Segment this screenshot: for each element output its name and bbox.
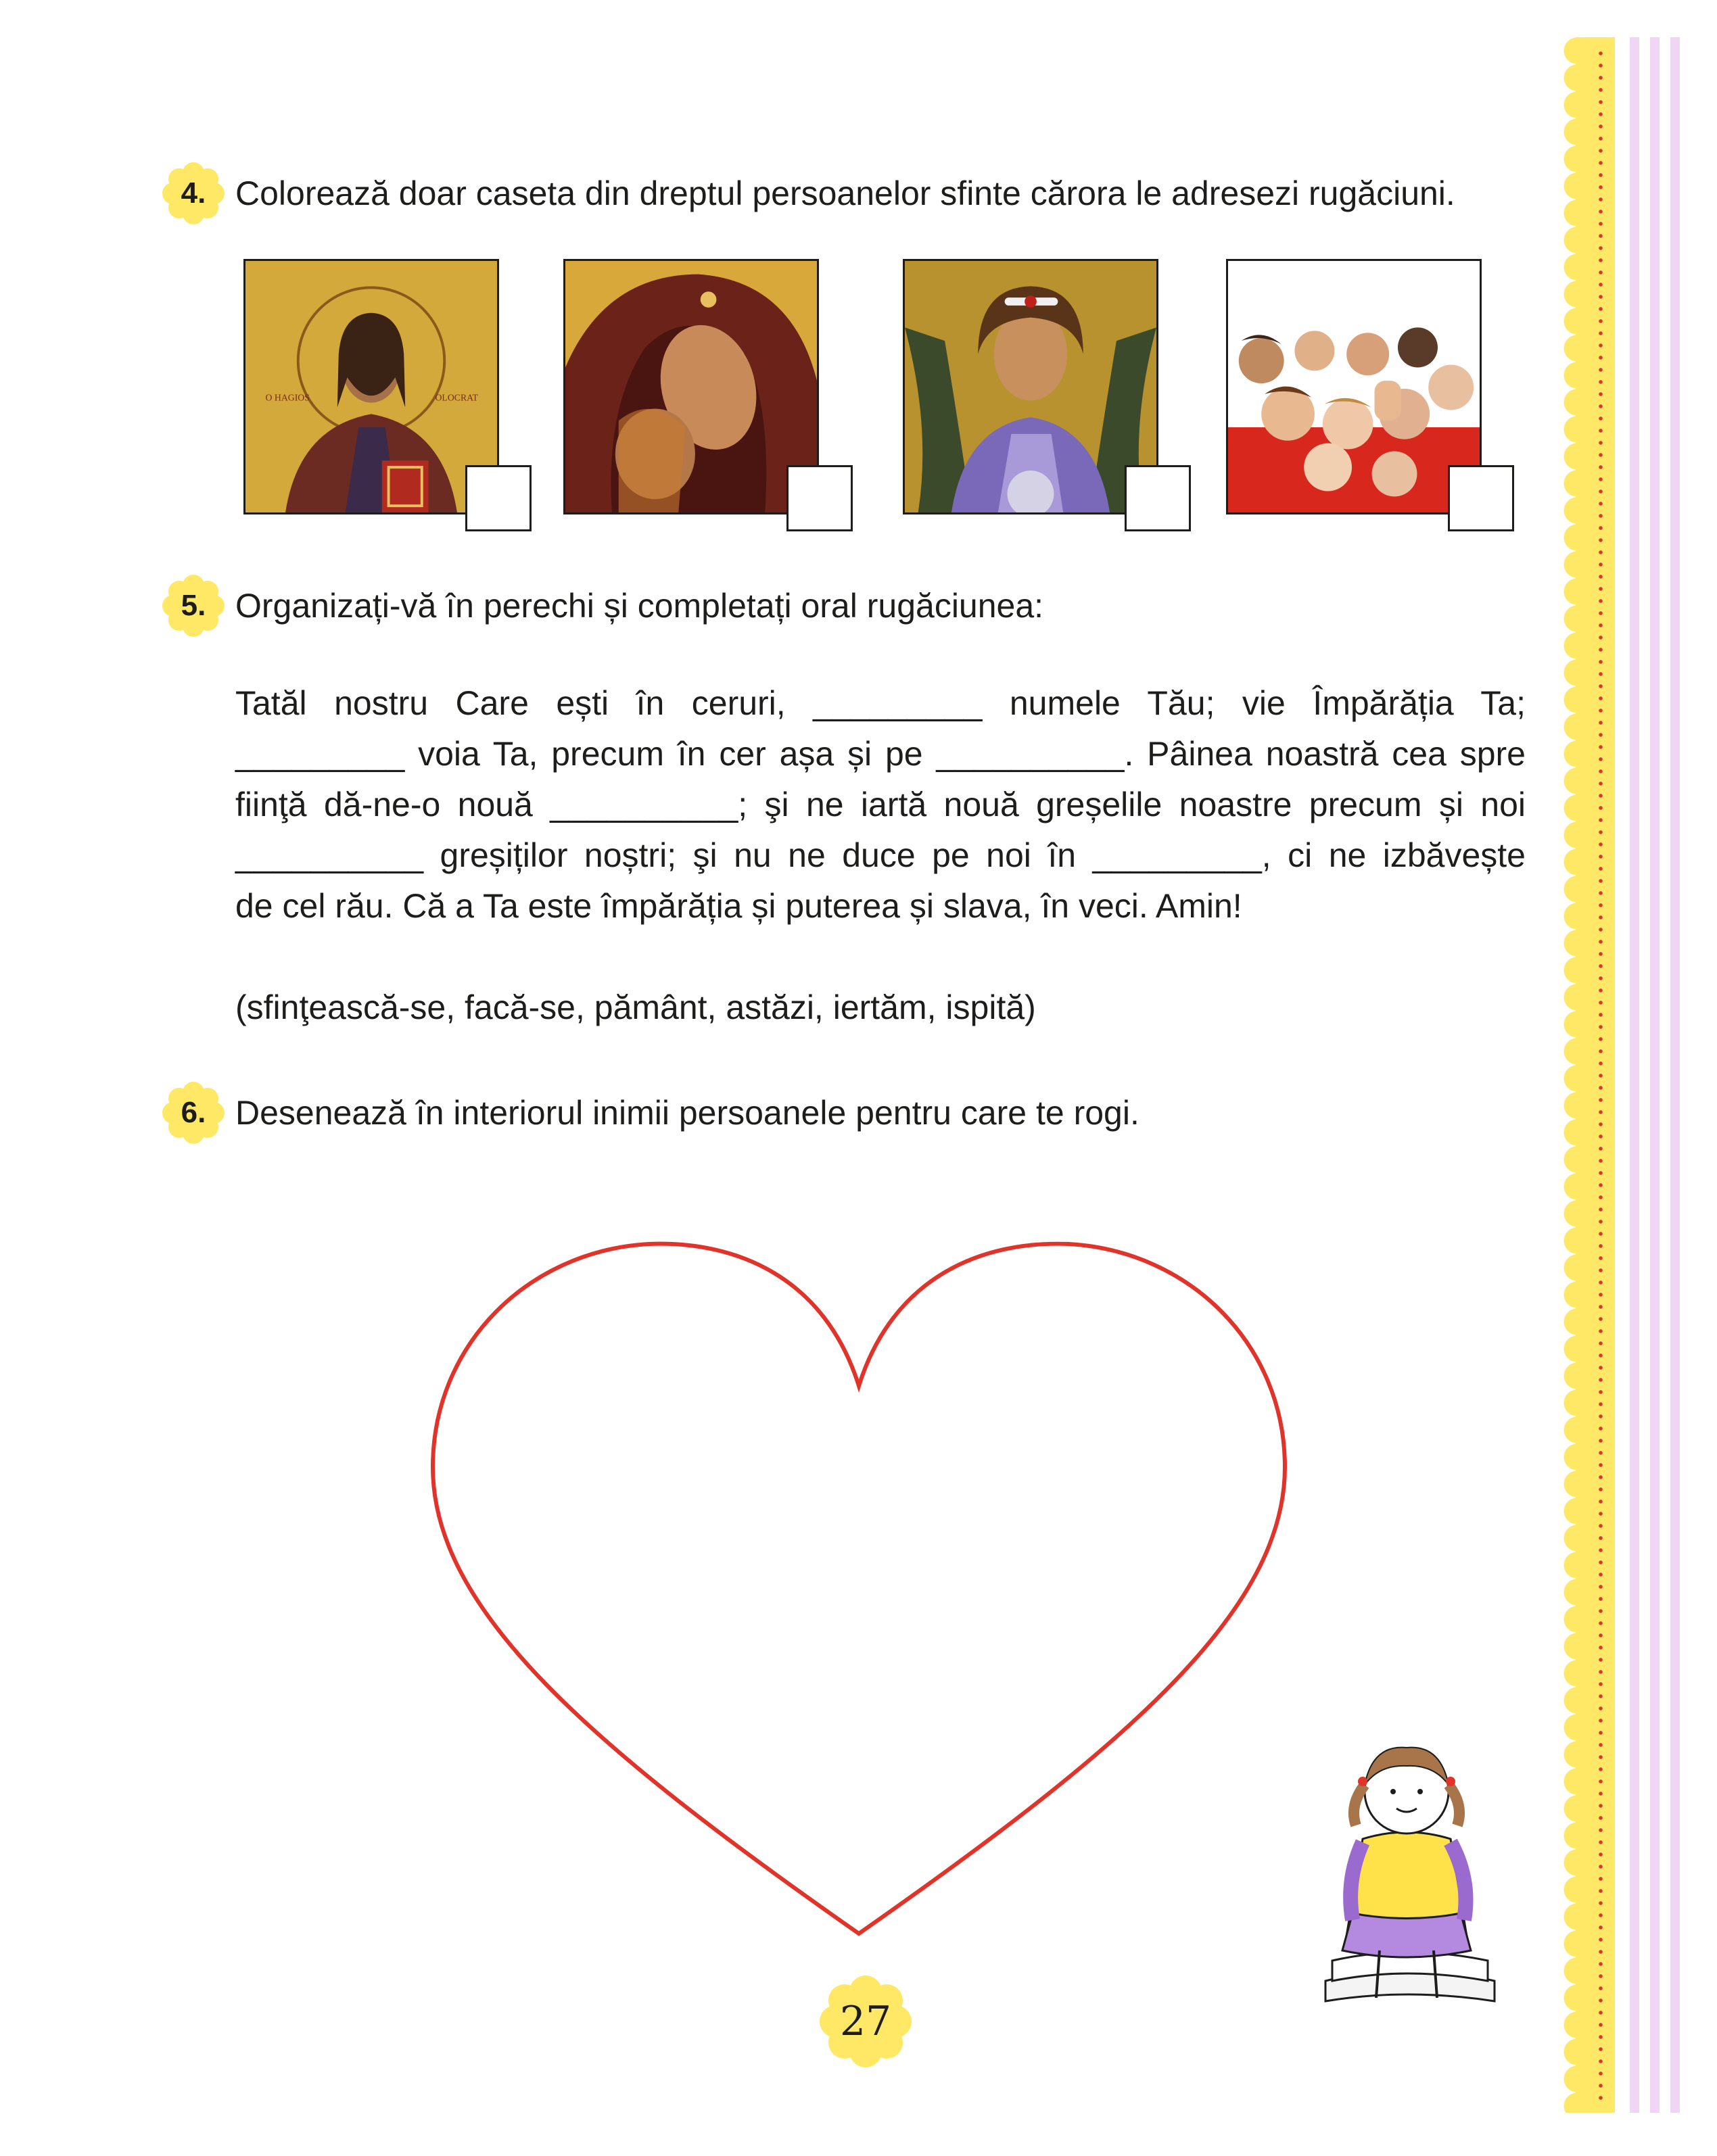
virgin-mary-icon	[563, 259, 819, 514]
checkbox-angel[interactable]	[1125, 465, 1191, 531]
border-pink-stripe	[1650, 37, 1660, 2113]
girl-illustration	[1298, 1717, 1515, 2008]
page-number: 27	[839, 1998, 892, 2045]
exercise-number: 4.	[181, 176, 206, 210]
jesus-icon-caption-left: O HAGIOS	[265, 392, 310, 403]
exercise-6-badge	[161, 1080, 226, 1145]
page-number-badge	[818, 1974, 913, 2069]
exercise-number: 5.	[181, 589, 206, 622]
prayer-line: de cel rău. Că a Ta este împărăția și puterea și slava, în veci. Amin!	[235, 887, 1242, 925]
checkbox-jesus[interactable]	[465, 465, 532, 531]
prayer-text	[235, 678, 1526, 932]
heart-outline	[433, 1244, 1285, 1934]
prayer-line: _________ voia Ta, precum în cer așa și pe __________. Pâinea noastră cea spre	[235, 735, 1526, 773]
exercise-5-badge	[161, 573, 226, 638]
children-photo	[1226, 259, 1482, 514]
exercise-4-instruction: Colorează doar caseta din dreptul persoanelor sfinte cărora le adresezi rugăciuni.	[235, 174, 1455, 212]
checkbox-children[interactable]	[1448, 465, 1514, 531]
prayer-line: __________ greșiților noștri; şi nu ne duce pe noi în _________, ci ne izbăvește	[235, 836, 1526, 874]
exercise-4-badge	[161, 161, 226, 226]
jesus-icon	[243, 259, 499, 514]
exercise-5-instruction: Organizați-vă în perechi și completați oral rugăciunea:	[235, 587, 1044, 625]
prayer-line: Tatăl nostru Care ești în ceruri, _________ numele Tău; vie Împărăția Ta;	[235, 684, 1526, 722]
word-hint: (sfinţească-se, facă-se, pământ, astăzi, iertăm, ispită)	[235, 988, 1036, 1026]
heart-drawing-area[interactable]	[419, 1230, 1298, 1954]
border-dotted-line	[1599, 47, 1603, 2103]
border-scallop	[1563, 37, 1591, 2113]
exercise-6-instruction: Desenează în interiorul inimii persoanele pentru care te rogi.	[235, 1094, 1139, 1132]
checkbox-virgin-mary[interactable]	[786, 465, 853, 531]
exercise-number: 6.	[181, 1096, 206, 1129]
angel-icon	[903, 259, 1158, 514]
prayer-line: fiinţă dă-ne-o nouă __________; şi ne iartă nouă greșelile noastre precum și noi	[235, 786, 1526, 823]
border-pink-stripe	[1630, 37, 1639, 2113]
border-pink-stripe	[1670, 37, 1680, 2113]
jesus-icon-caption-right: OLOCRAT	[435, 392, 478, 403]
